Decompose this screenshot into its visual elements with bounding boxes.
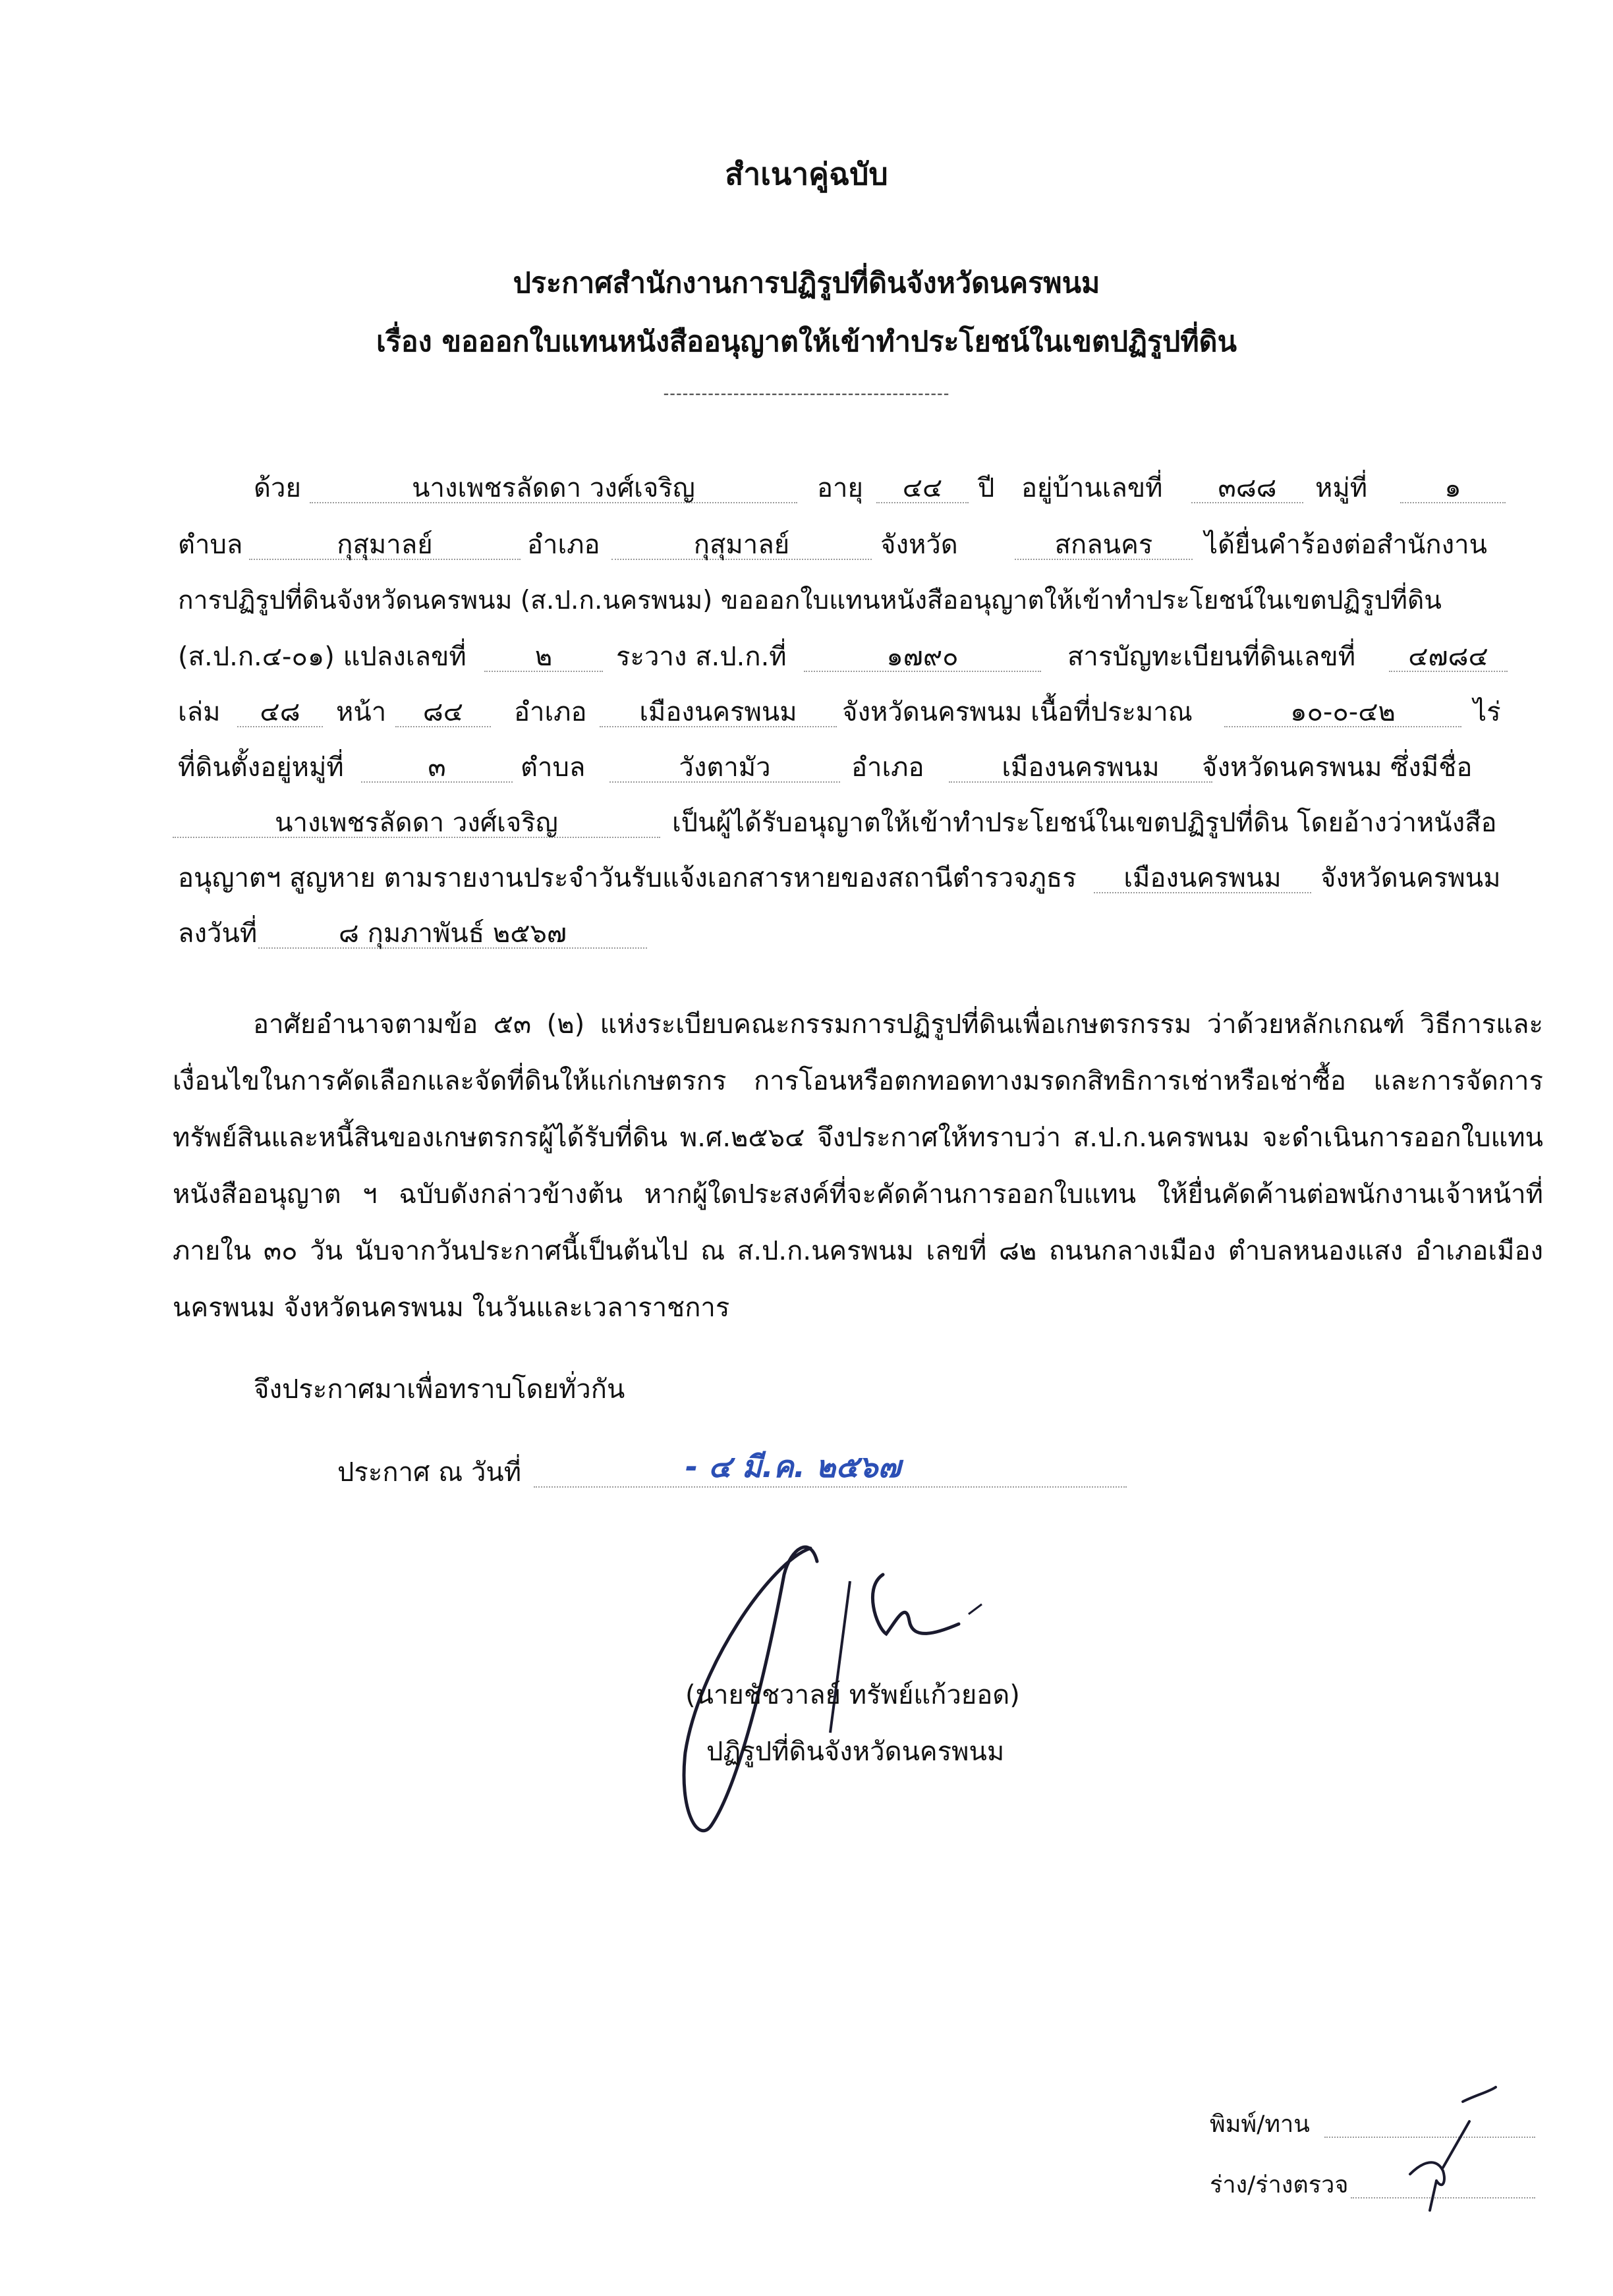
land-tambon-field: วังตามัว bbox=[609, 746, 840, 783]
label-tambon: ตำบล bbox=[178, 530, 243, 560]
label-area: จังหวัดนครพนม เนื้อที่ประมาณ bbox=[842, 697, 1193, 727]
loss-report-text: อนุญาตฯ สูญหาย ตามรายงานประจำวันรับแจ้งเอกสารหายของสถานีตำรวจภูธร bbox=[178, 863, 1077, 893]
signatory-name: (นายชัชวาลย์ ทรัพย์แก้วยอด) bbox=[685, 1680, 1020, 1710]
registry-no-field: ๔๗๘๔ bbox=[1389, 635, 1508, 672]
area-field: ๑๐-๐-๔๒ bbox=[1224, 690, 1461, 727]
label-house-no: อยู่บ้านเลขที่ bbox=[1021, 473, 1163, 503]
announce-date-label: ประกาศ ณ วันที่ bbox=[337, 1457, 522, 1488]
moo-field: ๑ bbox=[1400, 466, 1506, 503]
announcement-subject: เรื่อง ขอออกใบแทนหนังสืออนุญาตให้เข้าทำประโยชน์ในเขตปฏิรูปที่ดิน bbox=[376, 325, 1237, 358]
typed-label: พิมพ์/ทาน bbox=[1210, 2111, 1310, 2138]
land-amphoe-field: เมืองนครพนม bbox=[949, 746, 1212, 783]
holder-name-field: นางเพชรลัดดา วงศ์เจริญ bbox=[173, 801, 660, 838]
label-map-no: ระวาง ส.ป.ก.ที่ bbox=[616, 642, 787, 672]
page-no-field: ๘๔ bbox=[395, 690, 491, 727]
applicant-name-field: นางเพชรลัดดา วงศ์เจริญ bbox=[310, 466, 797, 503]
request-text: การปฏิรูปที่ดินจังหวัดนครพนม (ส.ป.ก.นครพนม) ขอออกใบแทนหนังสืออนุญาตให้เข้าทำประโยชน์ในเขตปฏิรูปที่ดิน bbox=[178, 586, 1442, 615]
book-no-field: ๔๘ bbox=[237, 690, 323, 727]
copy-mark: สำเนาคู่ฉบับ bbox=[725, 156, 888, 192]
closing-notice: จึงประกาศมาเพื่อทราบโดยทั่วกัน bbox=[254, 1374, 625, 1405]
label-amphoe: อำเภอ bbox=[527, 530, 600, 560]
label-plot-no: (ส.ป.ก.๔-๐๑) แปลงเลขที่ bbox=[178, 642, 467, 672]
label-age: อายุ bbox=[817, 473, 863, 503]
label-moo: หมู่ที่ bbox=[1315, 473, 1368, 503]
draft-label: ร่าง/ร่างตรวจ bbox=[1210, 2171, 1349, 2198]
header-divider: --------------------------------------------- bbox=[663, 384, 950, 403]
label-land-tambon: ตำบล bbox=[521, 752, 586, 783]
authority-paragraph bbox=[173, 996, 1543, 1336]
label-has-name: จังหวัดนครพนม ซึ่งมีชื่อ bbox=[1202, 752, 1473, 783]
house-no-field: ๓๘๘ bbox=[1191, 466, 1303, 503]
initials-mark bbox=[1397, 2082, 1502, 2214]
label-province: จังหวัด bbox=[880, 530, 958, 560]
announce-date-stamp: - ๔ มี.ค. ๒๕๖๗ bbox=[685, 1449, 901, 1484]
label-amphoe-2: อำเภอ bbox=[514, 697, 587, 727]
announcement-title: ประกาศสำนักงานการปฏิรูปที่ดินจังหวัดนครพนม bbox=[513, 267, 1100, 300]
label-page: หน้า bbox=[336, 697, 387, 727]
tambon-field: กุสุมาลย์ bbox=[249, 523, 521, 560]
signatory-position: ปฏิรูปที่ดินจังหวัดนครพนม bbox=[706, 1737, 1005, 1767]
province-field: สกลนคร bbox=[1015, 523, 1193, 560]
label-land-moo: ที่ดินตั้งอยู่หมู่ที่ bbox=[178, 752, 344, 783]
label-rai: ไร่ bbox=[1473, 697, 1501, 727]
label-years: ปี bbox=[978, 473, 995, 503]
label-submitted: ได้ยื่นคำร้องต่อสำนักงาน bbox=[1204, 530, 1487, 560]
label-registry-no: สารบัญทะเบียนที่ดินเลขที่ bbox=[1067, 642, 1356, 672]
authority-text: อาศัยอำนาจตามข้อ ๕๓ (๒) แห่งระเบียบคณะกรรมการปฏิรูปที่ดินเพื่อเกษตรกรรม ว่าด้วยหลักเกณฑ์ วิธีการและเงื่อนไขในการคัดเลือกและจัดที่ดินให้แก่เกษตรกร การโอนหรือตกทอดทางมรดกสิทธิการเช่าหรือเช่าซื้อ และการจัดการทรัพย์สินและหนี้สินของเกษตรกรผู้ได้รับที่ดิน พ.ศ.๒๕๖๔ จึงประกาศให้ทราบว่า ส.ป.ก.นครพนม จะดำเนินการออกใบแทนหนังสืออนุญาต ฯ ฉบับดังกล่าวข้างต้น หากผู้ใดประสงค์ที่จะคัดค้านการออกใบแทน ให้ยื่นคัดค้านต่อพนักงานเจ้าหน้าที่ ภายใน ๓๐ วัน นับจากวันประกาศนี้เป็นต้นไป ณ ส.ป.ก.นครพนม เลขที่ ๘๒ ถนนกลางเมือง ตำบลหนองแสง อำเภอเมืองนครพนม จังหวัดนครพนม ในวันและเวลาราชการ bbox=[173, 1009, 1543, 1323]
map-no-field: ๑๗๙๐ bbox=[804, 635, 1041, 672]
label-due-to: ด้วย bbox=[254, 473, 301, 503]
land-moo-field: ๓ bbox=[361, 746, 513, 783]
label-book: เล่ม bbox=[178, 697, 221, 727]
plot-no-field: ๒ bbox=[484, 635, 603, 672]
label-land-amphoe: อำเภอ bbox=[851, 752, 924, 783]
label-report-date: ลงวันที่ bbox=[178, 918, 258, 949]
amphoe-2-field: เมืองนครพนม bbox=[600, 690, 837, 727]
police-station-field: เมืองนครพนม bbox=[1094, 856, 1311, 893]
report-date-field: ๘ กุมภาพันธ์ ๒๕๖๗ bbox=[258, 912, 647, 949]
age-field: ๔๔ bbox=[876, 466, 969, 503]
holder-description: เป็นผู้ได้รับอนุญาตให้เข้าทำประโยชน์ในเขตปฏิรูปที่ดิน โดยอ้างว่าหนังสือ bbox=[672, 808, 1497, 838]
amphoe-field: กุสุมาลย์ bbox=[611, 523, 872, 560]
label-province-3: จังหวัดนครพนม bbox=[1320, 863, 1501, 893]
